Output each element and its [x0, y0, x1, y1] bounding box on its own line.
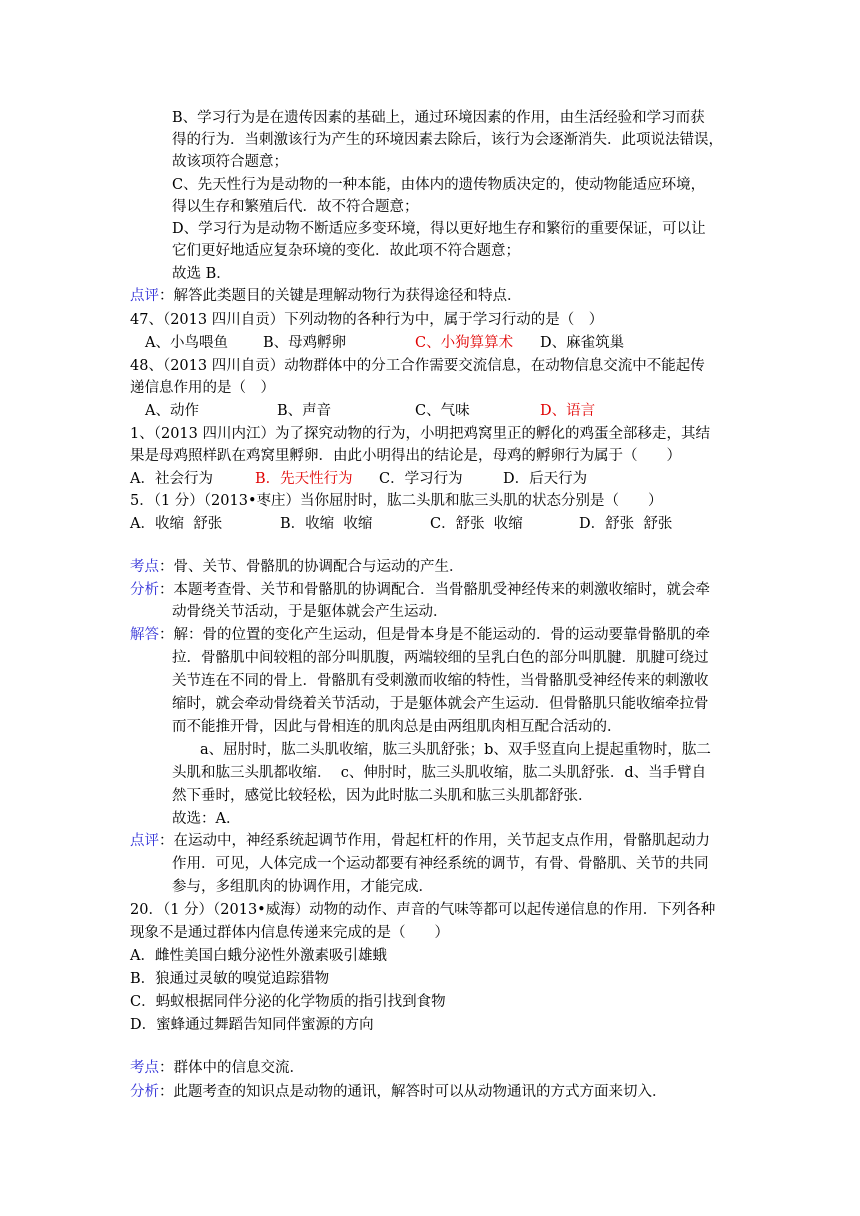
- q1-option-c: C．学习行为: [379, 471, 463, 487]
- review-line: [130, 286, 522, 306]
- q5-jieda-line3: 关节连在不同的骨上．骨骼肌有受刺激而收缩的特性，当骨骼肌受神经传来的刺激收: [172, 673, 709, 689]
- q48-option-a: A、动作: [145, 403, 199, 419]
- q5-jieda-line4: 缩时，就会牵动骨绕着关节活动，于是躯体就会产生运动．但骨骼肌只能收缩牵拉骨: [172, 696, 709, 712]
- q48-option-c: C、气味: [415, 403, 470, 419]
- kaodian-label: 考点: [130, 559, 159, 575]
- q5-jieda-line6: a、屈肘时，肱二头肌收缩，肱三头肌舒张；b、双手竖直向上提起重物时，肱二: [200, 742, 711, 758]
- jieda-text: ：解：骨的位置的变化产生运动，但是骨本身是不能运动的．骨的运动要靠骨骼肌的牵: [159, 627, 710, 643]
- q5-jieda-line8: 然下垂时，感觉比较轻松，因为此时肱二头肌和肱三头肌都舒张．: [172, 788, 593, 804]
- q1-option-b-answer: B．先天性行为: [255, 471, 353, 487]
- review-text-2: ：在运动中，神经系统起调节作用，骨起杠杆的作用，关节起支点作用，骨骼肌起动力: [159, 833, 710, 849]
- q20-fenxi: [130, 1082, 667, 1102]
- q5-answer: 故选：A．: [172, 811, 241, 827]
- q48-option-b: B、声音: [277, 403, 332, 419]
- answer-line: 故选 B．: [172, 266, 231, 282]
- q5-stem: 5．（1 分）（2013•枣庄）当你屈肘时，肱二头肌和肱三头肌的状态分别是（ ）: [130, 493, 663, 509]
- q5-option-d: D．舒张 舒张: [579, 516, 673, 532]
- q5-kaodian: [130, 557, 464, 577]
- q20-option-d: D．蜜蜂通过舞蹈告知同伴蜜源的方向: [130, 1017, 374, 1033]
- q48-stem-line2: 递信息作用的是（ ）: [130, 380, 275, 396]
- q1-stem-line2: 果是母鸡照样趴在鸡窝里孵卵．由此小明得出的结论是，母鸡的孵卵行为属于（ ）: [130, 448, 681, 464]
- fenxi-label-2: 分析: [130, 1084, 159, 1100]
- q47-option-d: D、麻雀筑巢: [540, 335, 625, 351]
- option-b-explanation-line1: B、学习行为是在遗传因素的基础上，通过环境因素的作用，由生活经验和学习而获: [172, 110, 705, 126]
- option-b-explanation-line3: 故该项符合题意；: [172, 154, 288, 170]
- q5-option-a: A．收缩 舒张: [130, 516, 223, 532]
- q20-option-a: A．雌性美国白蛾分泌性外激素吸引雄蛾: [130, 948, 387, 964]
- q20-stem-line1: 20．（1 分）（2013•威海）动物的动作、声音的气味等都可以起传递信息的作用．下列各种: [130, 902, 716, 918]
- fenxi-text: ：本题考查骨、关节和骨骼肌的协调配合．当骨骼肌受神经传来的刺激收缩时，就会牵: [159, 582, 710, 598]
- review-label: 点评: [130, 288, 159, 304]
- q47-option-c-answer: C、小狗算算术: [415, 335, 514, 351]
- kaodian-text-2: ：群体中的信息交流．: [159, 1060, 304, 1076]
- q47-option-a: A、小鸟喂鱼: [145, 335, 228, 351]
- fenxi-label: 分析: [130, 582, 159, 598]
- option-d-explanation-line2: 它们更好地适应复杂环境的变化．故此项不符合题意；: [172, 243, 520, 259]
- q48-option-d-answer: D、语言: [540, 403, 596, 419]
- q5-option-c: C．舒张 收缩: [430, 516, 523, 532]
- jieda-label: 解答: [130, 627, 159, 643]
- q47-option-b: B、母鸡孵卵: [263, 335, 347, 351]
- option-d-explanation-line1: D、学习行为是动物不断适应多变环境，得以更好地生存和繁衍的重要保证，可以让: [172, 221, 706, 237]
- review-label-2: 点评: [130, 833, 159, 849]
- q5-review-line3: 参与，多组肌肉的协调作用，才能完成．: [172, 879, 433, 895]
- q5-jieda-line5: 而不能推开骨，因此与骨相连的肌肉总是由两组肌肉相互配合活动的．: [172, 719, 622, 735]
- review-text: ：解答此类题目的关键是理解动物行为获得途径和特点．: [159, 288, 522, 304]
- q20-option-b: B．狼通过灵敏的嗅觉追踪猎物: [130, 971, 330, 987]
- q20-stem-line2: 现象不是通过群体内信息传递来完成的是（ ）: [130, 925, 449, 941]
- q5-review-line2: 作用．可见，人体完成一个运动都要有神经系统的调节，有骨、骨骼肌、关节的共同: [172, 856, 709, 872]
- q20-kaodian: [130, 1058, 304, 1078]
- option-c-explanation-line1: C、先天性行为是动物的一种本能，由体内的遗传物质决定的，使动物能适应环境，: [172, 177, 706, 193]
- q5-jieda-line1: [130, 625, 710, 645]
- q5-jieda-line2: 拉．骨骼肌中间较粗的部分叫肌腹，两端较细的呈乳白色的部分叫肌腱．肌腱可绕过: [172, 650, 709, 666]
- q5-jieda-line7: 头肌和肱三头肌都收缩． c、伸肘时，肱三头肌收缩，肱二头肌舒张．d、当手臂自: [172, 765, 707, 781]
- q47-stem: 47、（2013 四川自贡）下列动物的各种行为中，属于学习行动的是（ ）: [130, 312, 604, 328]
- kaodian-text: ：骨、关节、骨骼肌的协调配合与运动的产生．: [159, 559, 464, 575]
- fenxi-text-2: ：此题考查的知识点是动物的通讯，解答时可以从动物通讯的方式方面来切入．: [159, 1084, 667, 1100]
- q1-stem-line1: 1、（2013 四川内江）为了探究动物的行为，小明把鸡窝里正的孵化的鸡蛋全部移走，其结: [130, 426, 710, 442]
- q5-fenxi-line2: 动骨绕关节活动，于是躯体就会产生运动．: [172, 604, 448, 620]
- option-b-explanation-line2: 得的行为．当刺激该行为产生的环境因素去除后，该行为会逐渐消失．此项说法错误，: [172, 132, 723, 148]
- q48-stem-line1: 48、（2013 四川自贡）动物群体中的分工合作需要交流信息，在动物信息交流中不能起传: [130, 358, 705, 374]
- q1-option-a: A．社会行为: [130, 471, 213, 487]
- q20-option-c: C．蚂蚁根据同伴分泌的化学物质的指引找到食物: [130, 994, 446, 1010]
- q5-option-b: B．收缩 收缩: [280, 516, 373, 532]
- kaodian-label-2: 考点: [130, 1060, 159, 1076]
- q5-fenxi-line1: [130, 580, 710, 600]
- q5-review-line1: [130, 831, 710, 851]
- option-c-explanation-line2: 得以生存和繁殖后代．故不符合题意；: [172, 199, 419, 215]
- q1-option-d: D．后天行为: [503, 471, 588, 487]
